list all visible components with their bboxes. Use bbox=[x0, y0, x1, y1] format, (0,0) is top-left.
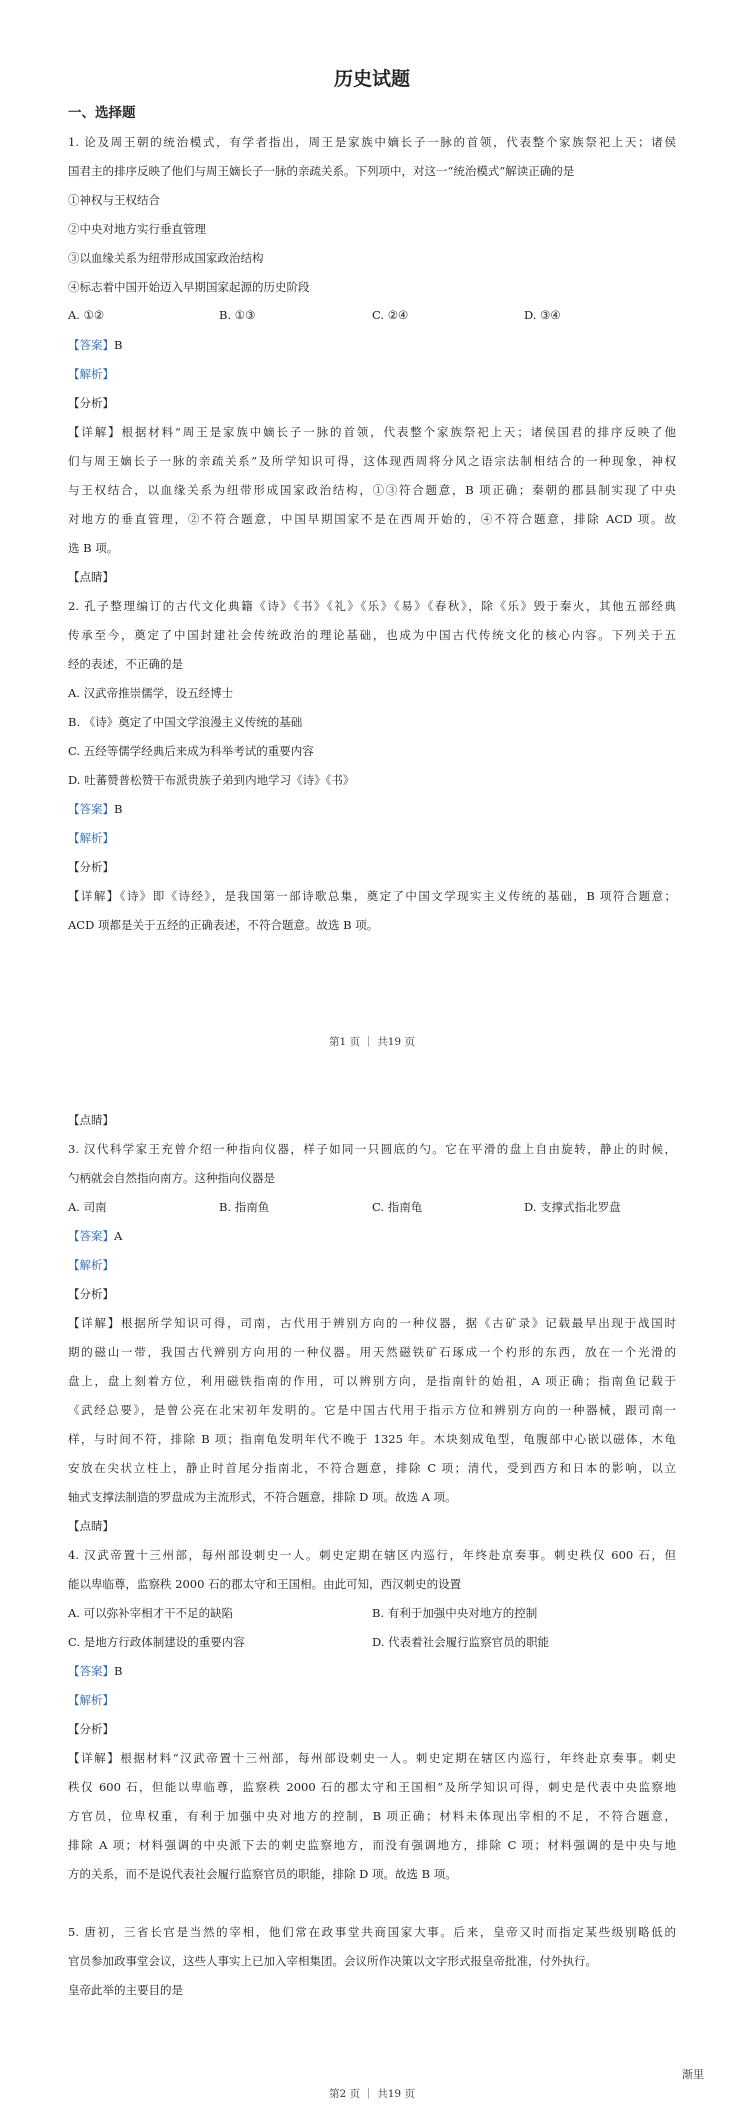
q2-option-c: C. 五经等儒学经典后来成为科举考试的重要内容 bbox=[68, 744, 314, 758]
q1-fenxi-tag: 【分析】 bbox=[68, 396, 114, 410]
answer-tag: 【答案】 bbox=[68, 802, 114, 816]
q3-jiexi-tag: 【解析】 bbox=[68, 1258, 114, 1272]
q3-detail-line: 盘上，盘上刻着方位，利用磁铁指南的作用，可以辨别方向，是指南针的始祖，A 项正确；指南鱼记载于 bbox=[68, 1374, 676, 1388]
q4-answer bbox=[68, 1663, 122, 1679]
q3-detail-line: 《武经总要》，是曾公亮在北宋初年发明的。它是中国古代用于指示方位和辨别方向的一种器械，跟司南一 bbox=[68, 1403, 676, 1417]
q1-item: ①神权与王权结合 bbox=[68, 193, 160, 207]
q2-detail-line: 【详解】《诗》即《诗经》，是我国第一部诗歌总集，奠定了中国文学现实主义传统的基础，B 项符合题意； bbox=[68, 889, 676, 903]
section-heading: 一、选择题 bbox=[68, 105, 136, 121]
q2-option-a: A. 汉武帝推崇儒学，设五经博士 bbox=[68, 686, 234, 700]
q3-answer bbox=[68, 1228, 122, 1244]
q3-option-d: D. 支撑式指北罗盘 bbox=[524, 1200, 621, 1214]
q2-option-b: B. 《诗》奠定了中国文学浪漫主义传统的基础 bbox=[68, 715, 303, 729]
q2-answer bbox=[68, 801, 122, 817]
q3-fenxi-tag: 【分析】 bbox=[68, 1287, 114, 1301]
q1-item: ③以血缘关系为纽带形成国家政治结构 bbox=[68, 251, 264, 265]
q4-detail-line: 方官员，位卑权重，有利于加强中央对地方的控制，B 项正确；材料未体现出宰相的不足，不符合题意， bbox=[68, 1809, 676, 1823]
q3-option-b: B. 指南鱼 bbox=[219, 1200, 270, 1214]
q1-jiexi-tag: 【解析】 bbox=[68, 367, 114, 381]
q3-detail-line: 安放在尖状立柱上，静止时首尾分指南北，不符合题意，排除 C 项；清代，受到西方和日本的影响，以立 bbox=[68, 1461, 676, 1475]
answer-value: B bbox=[114, 1664, 123, 1678]
watermark: 渐里 bbox=[682, 2068, 704, 2081]
q2-fenxi-tag: 【分析】 bbox=[68, 860, 114, 874]
q1-detail-line: 选 B 项。 bbox=[68, 541, 119, 555]
q1-detail-line: 【详解】根据材料“周王是家族中嫡长子一脉的首领，代表整个家族祭祀上天；诸侯国君的排序反映了他 bbox=[68, 425, 676, 439]
q1-option-d: D. ③④ bbox=[524, 308, 561, 322]
q1-option-c: C. ②④ bbox=[372, 308, 409, 322]
q1-dianjing-tag: 【点睛】 bbox=[68, 570, 114, 584]
q5-stem-line: 5. 唐初，三省长官是当然的宰相，他们常在政事堂共商国家大事。后来，皇帝又时而指定某些级别略低的 bbox=[68, 1925, 676, 1939]
q5-stem-line: 官员参加政事堂会议，这些人事实上已加入宰相集团。会议所作决策以文字形式报皇帝批准，付外执行。 bbox=[68, 1954, 597, 1968]
q2-stem-line: 2. 孔子整理编订的古代文化典籍《诗》《书》《礼》《乐》《易》《春秋》，除《乐》毁于秦火，其他五部经典 bbox=[68, 599, 676, 613]
q4-option-c: C. 是地方行政体制建设的重要内容 bbox=[68, 1635, 245, 1649]
q3-detail-line: 样，与时间不符，排除 B 项；指南龟发明年代不晚于 1325 年。木块刻成龟型，龟腹部中心嵌以磁体，木龟 bbox=[68, 1432, 676, 1446]
q4-stem-line: 4. 汉武帝置十三州部，每州部设刺史一人。刺史定期在辖区内巡行，年终赴京奏事。刺史秩仅 600 石，但 bbox=[68, 1548, 676, 1562]
q2-jiexi-tag: 【解析】 bbox=[68, 831, 114, 845]
q1-detail-line: 与王权结合，以血缘关系为纽带形成国家政治结构，①③符合题意，B 项正确；秦朝的郡县制实现了中央 bbox=[68, 483, 676, 497]
answer-value: B bbox=[114, 338, 123, 352]
q4-detail-line: 方的关系，而不是说代表社会履行监察官员的职能，排除 D 项。故选 B 项。 bbox=[68, 1867, 457, 1881]
q1-option-a: A. ①② bbox=[68, 308, 105, 322]
answer-value: B bbox=[114, 802, 123, 816]
q3-stem-line: 勺柄就会自然指向南方。这种指向仪器是 bbox=[68, 1171, 275, 1185]
q4-option-a: A. 可以弥补宰相才干不足的缺陷 bbox=[68, 1606, 234, 1620]
q4-option-d: D. 代表着社会履行监察官员的职能 bbox=[372, 1635, 550, 1649]
answer-tag: 【答案】 bbox=[68, 338, 114, 352]
q3-detail-line: 轴式支撑法制造的罗盘成为主流形式，不符合题意，排除 D 项。故选 A 项。 bbox=[68, 1490, 457, 1504]
q2-stem-line: 传承至今，奠定了中国封建社会传统政治的理论基础，也成为中国古代传统文化的核心内容。下列关于五 bbox=[68, 628, 676, 642]
q1-item: ②中央对地方实行垂直管理 bbox=[68, 222, 206, 236]
q3-option-a: A. 司南 bbox=[68, 1200, 107, 1214]
q3-dianjing-tag: 【点睛】 bbox=[68, 1519, 114, 1533]
page-title: 历史试题 bbox=[333, 68, 410, 90]
q1-stem-line: 国君主的排序反映了他们与周王嫡长子一脉的亲疏关系。下列项中，对这一“统治模式”解读正确的是 bbox=[68, 164, 575, 178]
q3-option-c: C. 指南龟 bbox=[372, 1200, 423, 1214]
q2-stem-line: 经的表述，不正确的是 bbox=[68, 657, 183, 671]
q2-detail-line: ACD 项都是关于五经的正确表述，不符合题意。故选 B 项。 bbox=[68, 918, 379, 932]
q1-item: ④标志着中国开始迈入早期国家起源的历史阶段 bbox=[68, 280, 310, 294]
q3-stem-line: 3. 汉代科学家王充曾介绍一种指向仪器，样子如同一只圆底的勺。它在平滑的盘上自由旋转，静止的时候， bbox=[68, 1142, 676, 1156]
answer-value: A bbox=[114, 1229, 123, 1243]
q5-stem-line: 皇帝此举的主要目的是 bbox=[68, 1983, 183, 1997]
q2-option-d: D. 吐蕃赞普松赞干布派贵族子弟到内地学习《诗》《书》 bbox=[68, 773, 355, 787]
q3-detail-line: 【详解】根据所学知识可得，司南，古代用于辨别方向的一种仪器，据《古矿录》记载最早出现于战国时 bbox=[68, 1316, 676, 1330]
page-footer: 第1 页 ｜ 共19 页 bbox=[329, 1036, 415, 1048]
q2-dianjing-tag: 【点睛】 bbox=[68, 1113, 114, 1127]
q1-option-b: B. ①③ bbox=[219, 308, 256, 322]
answer-tag: 【答案】 bbox=[68, 1664, 114, 1678]
q4-stem-line: 能以卑临尊，监察秩 2000 石的郡太守和王国相。由此可知，西汉刺史的设置 bbox=[68, 1577, 462, 1591]
q1-detail-line: 们与周王嫡长子一脉的亲疏关系”及所学知识可得，这体现西周将分风之语宗法制相结合的一种现象，神权 bbox=[68, 454, 676, 468]
q1-detail-line: 对地方的垂直管理，②不符合题意，中国早期国家不是在西周开始的，④不符合题意，排除 ACD 项。故 bbox=[68, 512, 676, 526]
q4-detail-line: 排除 A 项；材料强调的中央派下去的刺史监察地方，而没有强调地方，排除 C 项；材料强调的是中央与地 bbox=[68, 1838, 676, 1852]
q4-option-b: B. 有利于加强中央对地方的控制 bbox=[372, 1606, 538, 1620]
q4-detail-line: 【详解】根据材料“汉武帝置十三州部，每州部设刺史一人。刺史定期在辖区内巡行，年终赴京奏事。刺史 bbox=[68, 1751, 676, 1765]
q3-detail-line: 期的磁山一带，我国古代辨别方向用的一种仪器。用天然磁铁矿石琢成一个杓形的东西，放在一个光滑的 bbox=[68, 1345, 676, 1359]
q4-fenxi-tag: 【分析】 bbox=[68, 1722, 114, 1736]
q4-jiexi-tag: 【解析】 bbox=[68, 1693, 114, 1707]
q1-answer bbox=[68, 337, 122, 353]
page-footer: 第2 页 ｜ 共19 页 bbox=[329, 2088, 415, 2100]
answer-tag: 【答案】 bbox=[68, 1229, 114, 1243]
q1-stem-line: 1. 论及周王朝的统治模式，有学者指出，周王是家族中嫡长子一脉的首领，代表整个家族祭祀上天；诸侯 bbox=[68, 135, 676, 149]
q4-detail-line: 秩仅 600 石，但能以卑临尊，监察秩 2000 石的郡太守和王国相”及所学知识可得，刺史是代表中央监察地 bbox=[68, 1780, 676, 1794]
